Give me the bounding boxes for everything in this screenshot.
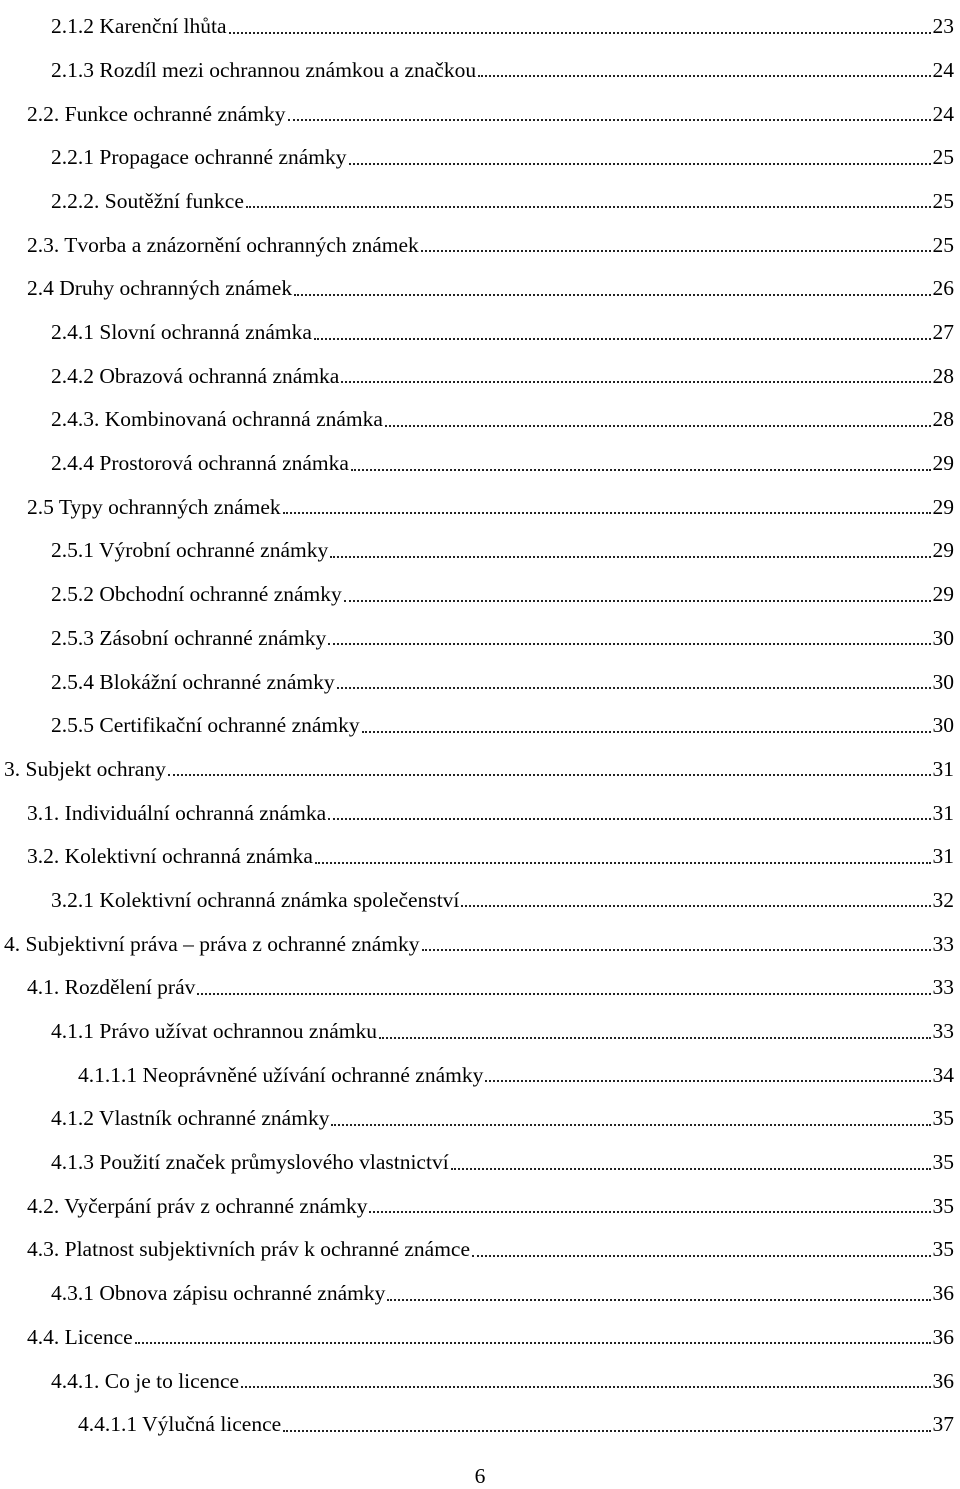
toc-entry-page-number: 35 — [932, 1150, 954, 1175]
toc-entry-page-number: 28 — [932, 407, 954, 432]
toc-dot-leader — [328, 642, 930, 645]
toc-entry-page-number: 33 — [932, 931, 954, 956]
toc-entry-title: 2.1.2 Karenční lhůta — [51, 14, 227, 39]
toc-entry[interactable] — [0, 1180, 960, 1224]
toc-entry-page-number: 24 — [932, 101, 954, 126]
toc-entry-title: 4.4. Licence — [27, 1324, 133, 1349]
toc-entry[interactable] — [0, 175, 960, 219]
toc-entry-page-number: 35 — [932, 1237, 954, 1262]
toc-entry-page-number: 28 — [932, 363, 954, 388]
toc-entry[interactable] — [0, 1354, 960, 1398]
toc-dot-leader — [344, 599, 931, 602]
toc-dot-leader — [379, 1036, 931, 1039]
toc-entry[interactable] — [0, 437, 960, 481]
toc-entry-title: 2.5.5 Certifikační ochranné známky — [51, 713, 360, 738]
toc-entry[interactable] — [0, 0, 960, 44]
toc-entry-page-number: 30 — [932, 713, 954, 738]
toc-dot-leader — [241, 1385, 930, 1388]
toc-entry[interactable] — [0, 350, 960, 394]
toc-entry-title: 2.4 Druhy ochranných známek — [27, 276, 293, 301]
toc-entry-title: 2.4.3. Kombinovaná ochranná známka — [51, 407, 383, 432]
toc-dot-leader — [421, 249, 931, 252]
toc-entry-title: 2.5.1 Výrobní ochranné známky — [51, 538, 329, 563]
toc-dot-leader — [197, 992, 930, 995]
toc-entry[interactable] — [0, 699, 960, 743]
toc-entry-title: 4.2. Vyčerpání práv z ochranné známky — [27, 1193, 368, 1218]
toc-entry-page-number: 37 — [932, 1412, 954, 1437]
toc-entry-title: 4.4.1. Co je to licence — [51, 1368, 240, 1393]
toc-dot-leader — [387, 1298, 930, 1301]
toc-entry[interactable] — [0, 743, 960, 787]
toc-dot-leader — [314, 337, 931, 340]
toc-dot-leader — [369, 1210, 930, 1213]
toc-entry-title: 2.3. Tvorba a znázornění ochranných známek — [27, 232, 419, 257]
toc-dot-leader — [246, 205, 931, 208]
toc-entry[interactable] — [0, 786, 960, 830]
toc-entry-page-number: 25 — [932, 188, 954, 213]
toc-dot-leader — [229, 31, 931, 34]
toc-dot-leader — [283, 1429, 930, 1432]
toc-entry-title: 3.1. Individuální ochranná známka — [27, 800, 327, 825]
toc-entry-page-number: 31 — [932, 756, 954, 781]
toc-dot-leader — [451, 1167, 931, 1170]
toc-dot-leader — [341, 380, 930, 383]
toc-entry-page-number: 36 — [932, 1368, 954, 1393]
toc-dot-leader — [328, 817, 930, 820]
toc-entry[interactable] — [0, 262, 960, 306]
toc-entry-page-number: 31 — [932, 844, 954, 869]
toc-entry-title: 2.2. Funkce ochranné známky — [27, 101, 286, 126]
toc-dot-leader — [283, 511, 931, 514]
toc-entry-page-number: 35 — [932, 1106, 954, 1131]
toc-entry-page-number: 33 — [932, 1019, 954, 1043]
toc-entry[interactable] — [0, 306, 960, 350]
toc-entry-title: 4.1.2 Vlastník ochranné známky — [51, 1106, 330, 1131]
toc-entry[interactable] — [0, 1223, 960, 1267]
toc-entry-title: 2.2.1 Propagace ochranné známky — [51, 145, 347, 170]
toc-dot-leader — [472, 1254, 930, 1257]
toc-dot-leader — [331, 1123, 930, 1126]
toc-entry[interactable] — [0, 874, 960, 918]
toc-dot-leader — [349, 162, 931, 165]
toc-entry-page-number: 36 — [932, 1324, 954, 1349]
toc-entry[interactable] — [0, 917, 960, 961]
toc-entry-page-number: 25 — [932, 145, 954, 170]
toc-entry[interactable] — [0, 131, 960, 175]
toc-entry-page-number: 29 — [932, 494, 954, 519]
toc-entry-page-number: 32 — [932, 887, 954, 912]
toc-entry[interactable] — [0, 1005, 960, 1049]
toc-entry-title: 4.3.1 Obnova zápisu ochranné známky — [51, 1281, 386, 1306]
toc-entry-title: 2.4.4 Prostorová ochranná známka — [51, 451, 349, 476]
toc-entry[interactable] — [0, 44, 960, 88]
toc-dot-leader — [362, 730, 931, 733]
toc-entry[interactable] — [0, 568, 960, 612]
toc-entry-title: 2.5.3 Zásobní ochranné známky — [51, 625, 327, 650]
toc-entry[interactable] — [0, 1049, 960, 1093]
toc-entry-page-number: 29 — [932, 582, 954, 607]
toc-entry-title: 3.2. Kolektivní ochranná známka — [27, 844, 313, 869]
toc-entry-title: 4.1.1 Právo užívat ochrannou známku — [51, 1019, 377, 1043]
toc-entry[interactable] — [0, 1136, 960, 1180]
toc-entry-title: 4.3. Platnost subjektivních práv k ochranné známce — [27, 1237, 471, 1262]
toc-dot-leader — [478, 74, 930, 77]
toc-entry-title: 2.5.2 Obchodní ochranné známky — [51, 582, 342, 607]
toc-dot-leader — [330, 555, 930, 558]
toc-entry-title: 4.1.3 Použití značek průmyslového vlastnictví — [51, 1150, 449, 1175]
toc-entry[interactable] — [0, 218, 960, 262]
toc-entry[interactable] — [0, 1311, 960, 1355]
toc-entry-page-number: 31 — [932, 800, 954, 825]
toc-dot-leader — [461, 904, 930, 907]
toc-dot-leader — [422, 948, 931, 951]
toc-dot-leader — [135, 1341, 931, 1344]
toc-entry-page-number: 29 — [932, 538, 954, 563]
toc-entry-page-number: 30 — [932, 669, 954, 694]
toc-entry-title: 2.2.2. Soutěžní funkce — [51, 188, 244, 213]
toc-dot-leader — [351, 468, 931, 471]
toc-dot-leader — [288, 118, 931, 121]
toc-entry-page-number: 30 — [932, 625, 954, 650]
toc-entry[interactable] — [0, 524, 960, 568]
toc-entry-title: 4.4.1.1 Výlučná licence — [78, 1412, 282, 1437]
toc-dot-leader — [385, 424, 931, 427]
toc-entry-title: 2.5.4 Blokážní ochranné známky — [51, 669, 335, 694]
toc-dot-leader — [337, 686, 931, 689]
page-number: 6 — [474, 1464, 486, 1488]
toc-entry[interactable] — [0, 612, 960, 656]
toc-entry-page-number: 23 — [932, 14, 954, 39]
toc-entry-page-number: 24 — [932, 57, 954, 82]
toc-entry-page-number: 25 — [932, 232, 954, 257]
toc-entry[interactable] — [0, 87, 960, 131]
toc-entry-title: 3.2.1 Kolektivní ochranná známka společenství — [51, 887, 460, 912]
toc-entry-page-number: 36 — [932, 1281, 954, 1306]
toc-dot-leader — [168, 773, 931, 776]
toc-entry[interactable] — [0, 1267, 960, 1311]
toc-entry[interactable] — [0, 830, 960, 874]
toc-dot-leader — [315, 861, 931, 864]
toc-entry[interactable] — [0, 655, 960, 699]
toc-entry-title: 2.1.3 Rozdíl mezi ochrannou známkou a značkou — [51, 57, 477, 82]
toc-entry-page-number: 26 — [932, 276, 954, 301]
toc-entry-title: 4. Subjektivní práva – práva z ochranné známky — [4, 931, 420, 956]
toc-entry-page-number: 35 — [932, 1193, 954, 1218]
toc-entry-title: 2.4.2 Obrazová ochranná známka — [51, 363, 340, 388]
toc-entry-page-number: 33 — [932, 975, 954, 1000]
toc-entry[interactable] — [0, 481, 960, 525]
toc-entry-page-number: 27 — [932, 320, 954, 344]
toc-entry-page-number: 29 — [932, 451, 954, 476]
toc-entry[interactable] — [0, 961, 960, 1005]
toc-entry-title: 3. Subjekt ochrany — [4, 756, 166, 781]
toc-entry[interactable] — [0, 1092, 960, 1136]
toc-dot-leader — [485, 1079, 930, 1082]
toc-entry-title: 2.4.1 Slovní ochranná známka — [51, 320, 312, 344]
toc-dot-leader — [294, 293, 930, 296]
toc-entry[interactable] — [0, 1398, 960, 1442]
toc-entry-title: 4.1.1.1 Neoprávněné užívání ochranné známky — [78, 1062, 484, 1087]
toc-entry-title: 4.1. Rozdělení práv — [27, 975, 196, 1000]
toc-entry-title: 2.5 Typy ochranných známek — [27, 494, 281, 519]
toc-entry[interactable] — [0, 393, 960, 437]
toc-entry-page-number: 34 — [932, 1062, 954, 1087]
